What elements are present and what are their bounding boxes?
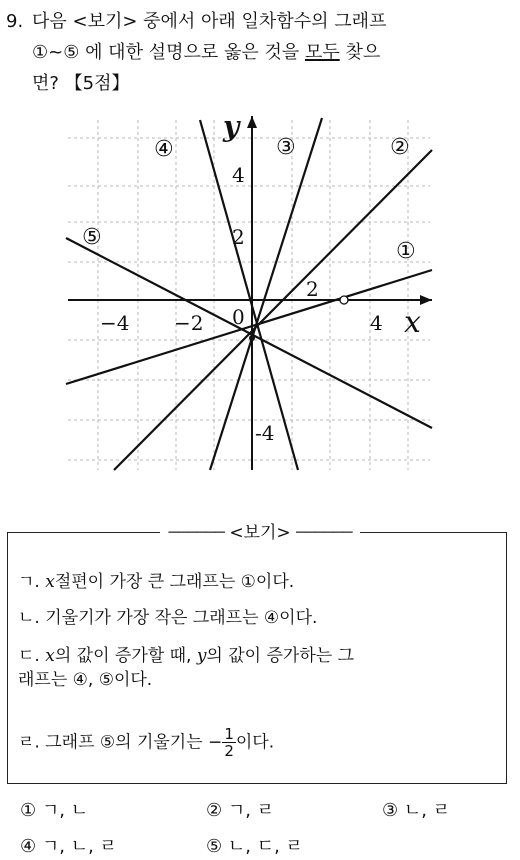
line-label-2: ② <box>390 135 410 160</box>
bogi-item-g: ㄱ. x절편이 가장 큰 그래프는 ①이다. <box>18 572 295 592</box>
bogi-item-r: ㄹ. 그래프 ⑤의 기울기는 − $\frac{1}{2}$ 이다. <box>18 725 275 760</box>
fraction-one-half: $\frac{1}{2}$ <box>224 725 234 760</box>
x-tick-2: 2 <box>306 277 319 301</box>
line-4 <box>200 120 298 470</box>
choice-4[interactable]: ④ ㄱ, ㄴ, ㄹ <box>20 836 117 857</box>
choice-3[interactable]: ③ ㄴ, ㄹ <box>382 800 451 821</box>
bogi-item-n: ㄴ. 기울기가 가장 작은 그래프는 ④이다. <box>18 608 318 628</box>
x-tick-neg4: −4 <box>100 311 130 335</box>
function-lines <box>66 118 432 470</box>
x-axis-arrow-icon <box>420 295 432 305</box>
origin-label: 0 <box>232 305 245 329</box>
line-label-3: ③ <box>276 135 296 160</box>
question-line1: 다음 <보기> 중에서 아래 일차함수의 그래프 <box>32 11 387 32</box>
bogi-title: ────── <보기> ────── <box>160 518 360 543</box>
y-intercept-point <box>249 335 255 341</box>
bogi-item-d: ㄷ. x의 값이 증가할 때, y의 값이 증가하는 그 래프는 ④, ⑤이다. <box>18 646 355 690</box>
y-axis-label: y <box>223 110 240 143</box>
y-tick-neg4: -4 <box>255 421 275 445</box>
question-number: 9. <box>6 11 24 32</box>
choice-5[interactable]: ⑤ ㄴ, ㄷ, ㄹ <box>206 836 303 857</box>
line-label-4: ④ <box>154 137 174 162</box>
x-axis-label: x <box>404 305 421 340</box>
underlined-word: 모두 <box>304 42 340 63</box>
axes <box>68 116 432 470</box>
line-label-5: ⑤ <box>82 225 102 250</box>
choice-1[interactable]: ① ㄱ, ㄴ <box>20 800 89 821</box>
x-tick-4: 4 <box>370 311 383 335</box>
x-tick-neg2: −2 <box>174 311 204 335</box>
line-label-1: ① <box>396 239 416 264</box>
question-line3: 면? 【5점】 <box>32 73 130 94</box>
y-tick-4: 4 <box>232 163 245 187</box>
y-tick-2: 2 <box>232 225 245 249</box>
question-line2: ①~⑤ 에 대한 설명으로 옳은 것을 모두 찾으 <box>32 42 381 63</box>
intercept-marker <box>340 296 348 304</box>
y-axis-arrow-icon <box>247 116 257 128</box>
choice-2[interactable]: ② ㄱ, ㄹ <box>206 800 275 821</box>
